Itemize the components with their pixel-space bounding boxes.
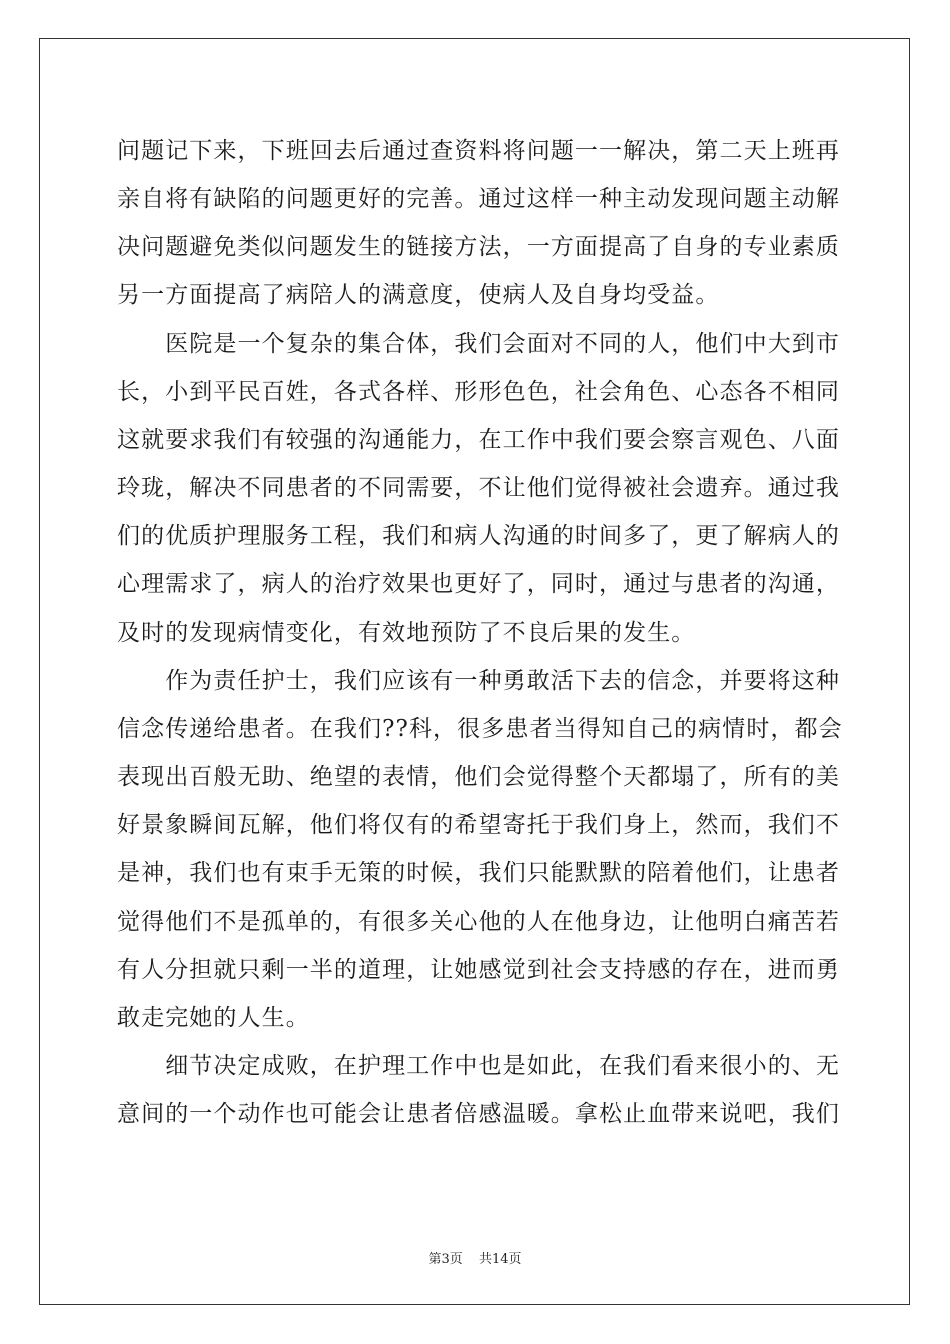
text-line: 及时的发现病情变化，有效地预防了不良后果的发生。 bbox=[117, 620, 696, 646]
text-line: 有人分担就只剩一半的道理，让她感觉到社会支持感的存在，进而勇 bbox=[117, 957, 840, 983]
text-line: 另一方面提高了病陪人的满意度，使病人及自身均受益。 bbox=[117, 282, 720, 308]
text-line: 觉得他们不是孤单的，有很多关心他的人在他身边，让他明白痛苦若 bbox=[117, 909, 840, 935]
page-footer bbox=[0, 1248, 950, 1267]
text-line: 医院是一个复杂的集合体，我们会面对不同的人，他们中大到市 bbox=[117, 331, 840, 357]
text-line: 们的优质护理服务工程，我们和病人沟通的时间多了，更了解病人的 bbox=[117, 523, 840, 549]
text-line: 细节决定成败，在护理工作中也是如此，在我们看来很小的、无 bbox=[117, 1053, 840, 1079]
text-line: 表现出百般无助、绝望的表情，他们会觉得整个天都塌了，所有的美 bbox=[117, 764, 840, 790]
text-line: 作为责任护士，我们应该有一种勇敢活下去的信念，并要将这种 bbox=[117, 668, 840, 694]
text-line: 决问题避免类似问题发生的链接方法，一方面提高了自身的专业素质 bbox=[117, 234, 840, 260]
text-line: 心理需求了，病人的治疗效果也更好了，同时，通过与患者的沟通， bbox=[117, 571, 840, 597]
page-number: 第3页 bbox=[428, 1252, 463, 1267]
text-line: 问题记下来，下班回去后通过查资料将问题一一解决，第二天上班再 bbox=[117, 138, 840, 164]
text-line: 这就要求我们有较强的沟通能力，在工作中我们要会察言观色、八面 bbox=[117, 427, 840, 453]
text-line: 玲珑，解决不同患者的不同需要，不让他们觉得被社会遗弃。通过我 bbox=[117, 475, 840, 501]
text-line: 意间的一个动作也可能会让患者倍感温暖。拿松止血带来说吧，我们 bbox=[117, 1101, 840, 1127]
page-total: 共14页 bbox=[478, 1252, 522, 1267]
text-line: 好景象瞬间瓦解，他们将仅有的希望寄托于我们身上，然而，我们不 bbox=[117, 812, 840, 838]
text-line: 是神，我们也有束手无策的时候，我们只能默默的陪着他们，让患者 bbox=[117, 860, 840, 886]
text-line: 信念传递给患者。在我们??科，很多患者当得知自己的病情时，都会 bbox=[117, 716, 843, 742]
text-line: 敢走完她的人生。 bbox=[117, 1005, 310, 1031]
text-line: 长，小到平民百姓，各式各样、形形色色，社会角色、心态各不相同 bbox=[117, 379, 840, 405]
text-line: 亲自将有缺陷的问题更好的完善。通过这样一种主动发现问题主动解 bbox=[117, 186, 840, 212]
